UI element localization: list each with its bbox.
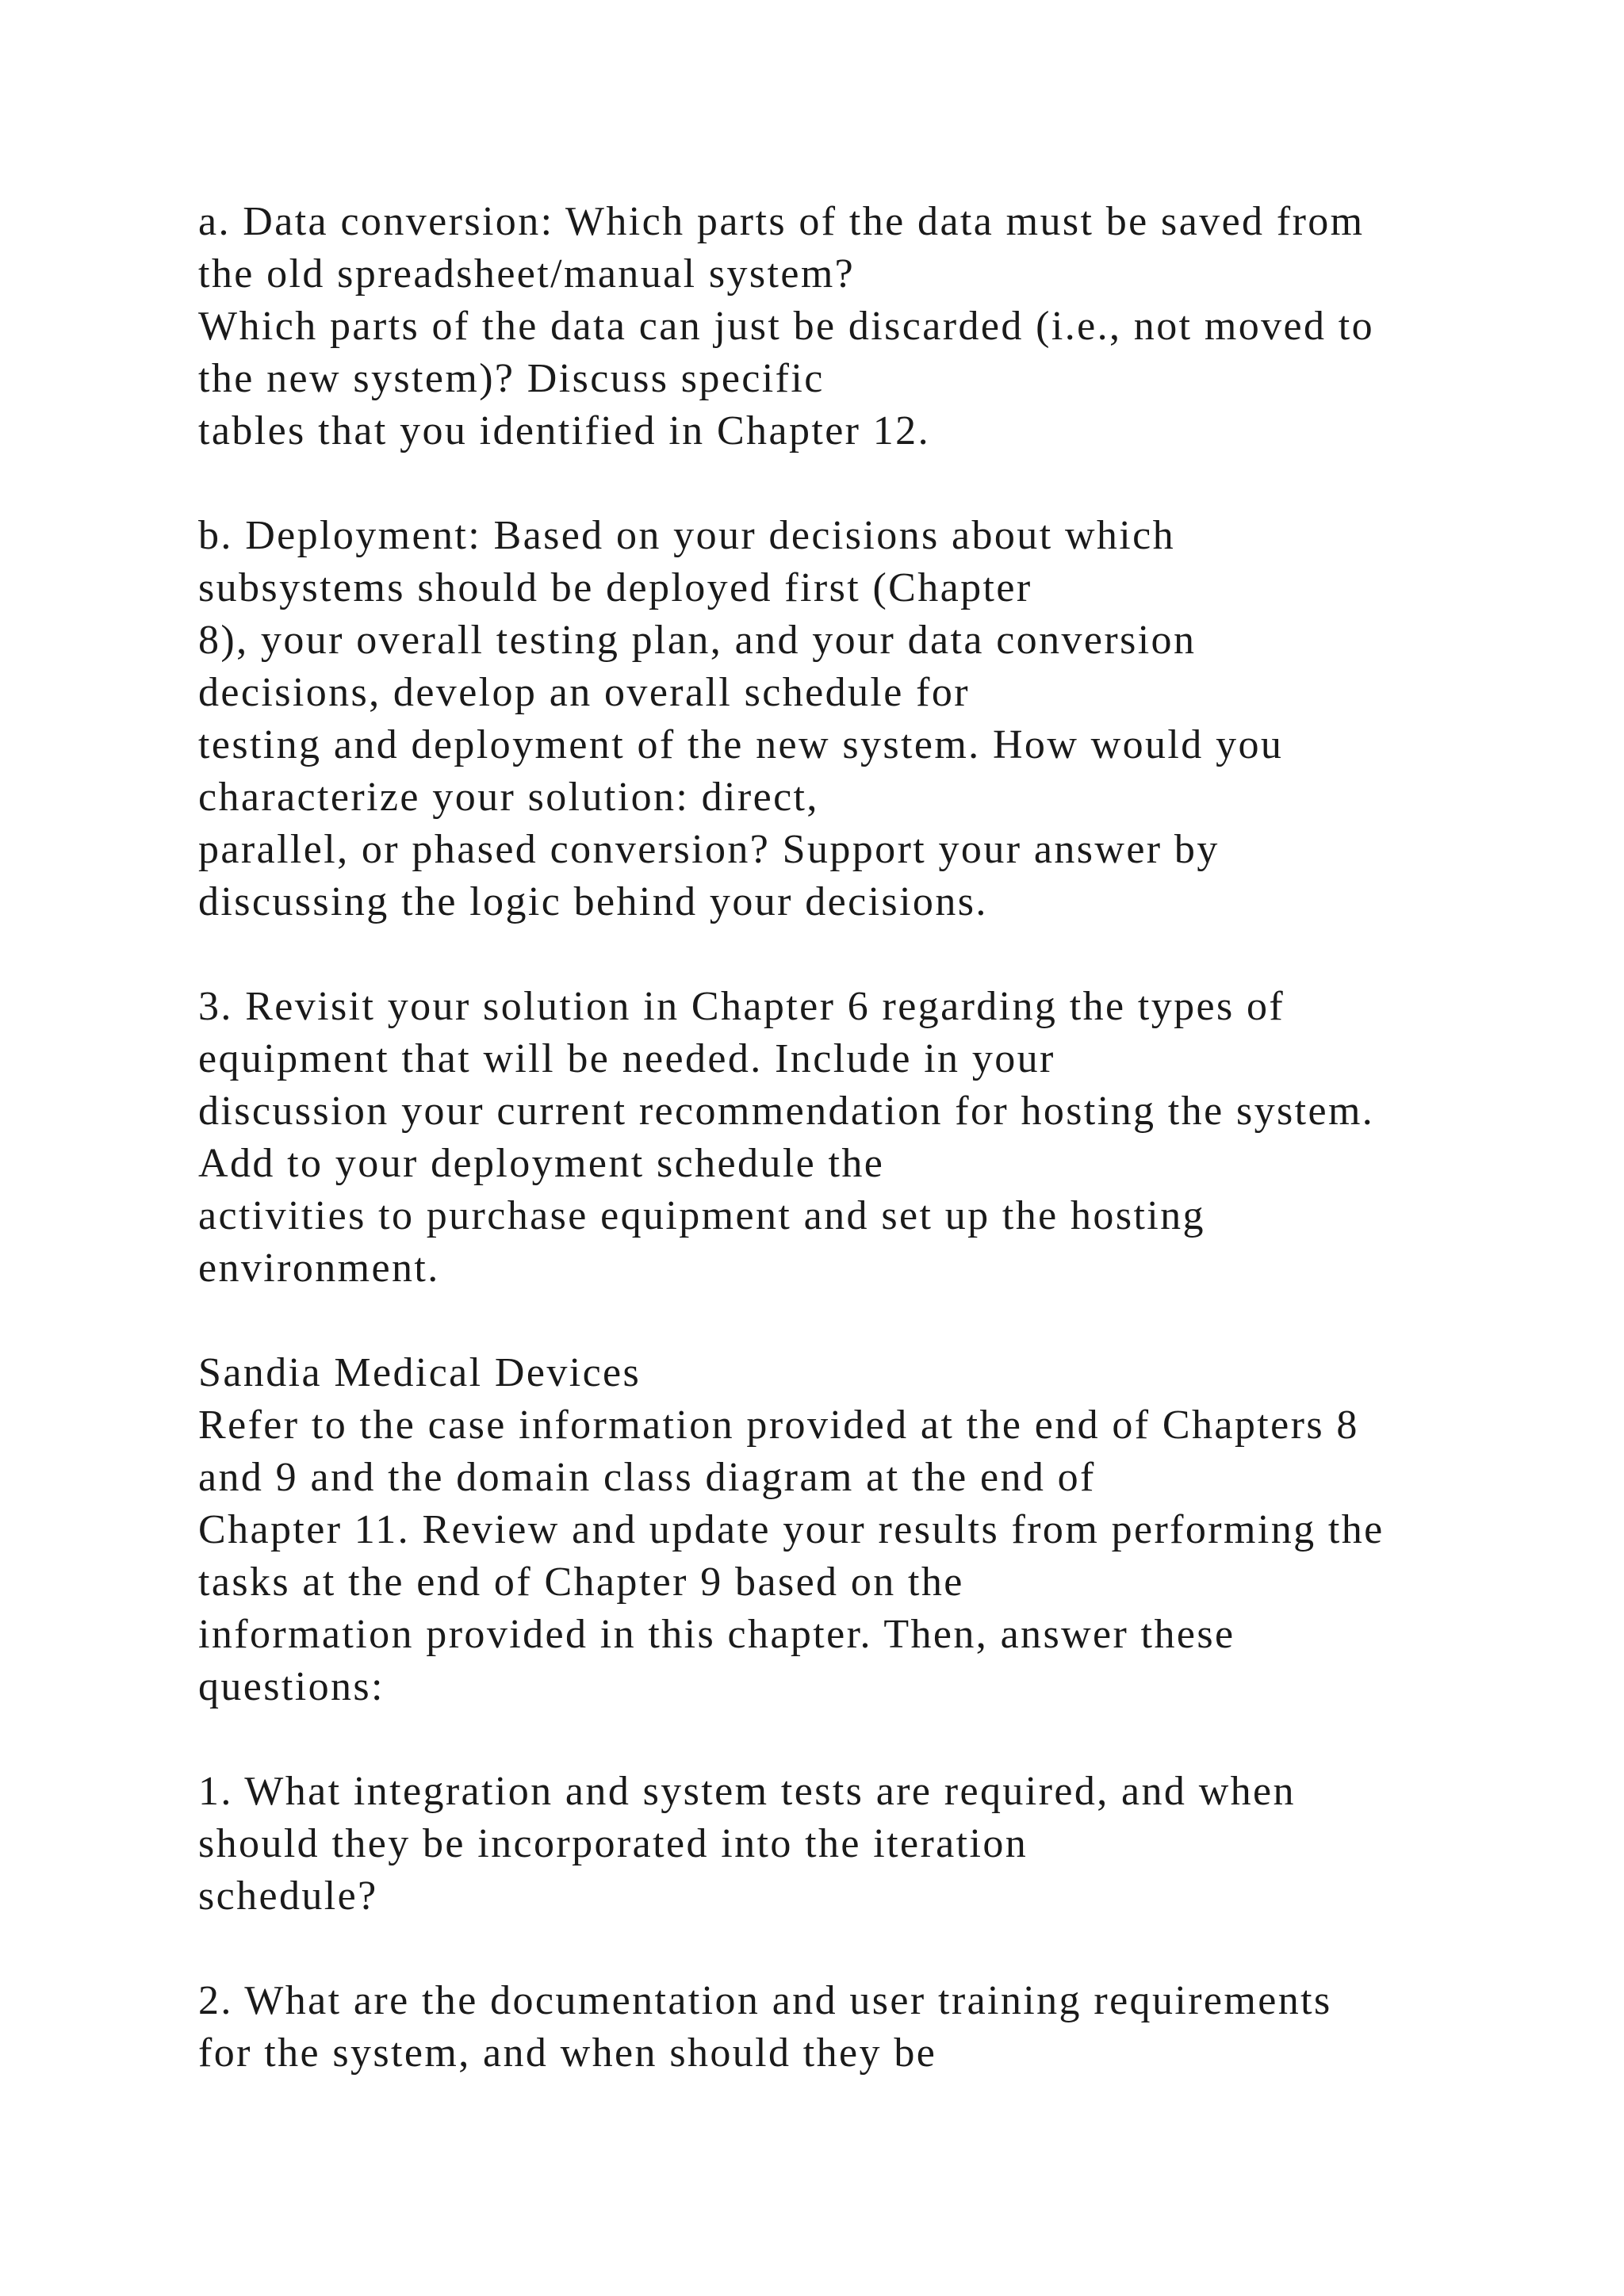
text-line: testing and deployment of the new system. How would you [198,722,1284,767]
paragraph-revisit-solution [198,981,1546,1295]
text-line: Refer to the case information provided at the end of Chapters 8 [198,1402,1359,1448]
document-body [198,196,1546,2080]
section-heading: Sandia Medical Devices [198,1350,642,1395]
paragraph-question-2 [198,1975,1546,2080]
text-line: equipment that will be needed. Include in your [198,1036,1055,1081]
text-line: the new system)? Discuss specific [198,356,825,401]
text-line: the old spreadsheet/manual system? [198,251,856,297]
text-line: questions: [198,1664,385,1709]
text-line: information provided in this chapter. Then, answer these [198,1612,1235,1657]
text-line: subsystems should be deployed first (Chapter [198,565,1032,610]
text-line: discussing the logic behind your decisions. [198,879,988,924]
text-line: schedule? [198,1873,378,1919]
text-line: should they be incorporated into the iteration [198,1821,1028,1866]
text-line: environment. [198,1246,440,1291]
paragraph-sandia-medical-devices [198,1347,1546,1713]
text-line: tasks at the end of Chapter 9 based on the [198,1559,964,1605]
text-line: decisions, develop an overall schedule for [198,670,970,715]
text-line: 3. Revisit your solution in Chapter 6 regarding the types of [198,984,1285,1029]
text-line: 2. What are the documentation and user training requirements [198,1978,1332,2023]
text-line: a. Data conversion: Which parts of the data must be saved from [198,199,1365,244]
text-line: b. Deployment: Based on your decisions about which [198,513,1176,558]
text-line: and 9 and the domain class diagram at the end of [198,1455,1096,1500]
text-line: 1. What integration and system tests are required, and when [198,1769,1296,1814]
paragraph-deployment [198,510,1546,928]
text-line: Chapter 11. Review and update your results from performing the [198,1507,1385,1552]
text-line: activities to purchase equipment and set up the hosting [198,1193,1205,1238]
text-line: Add to your deployment schedule the [198,1141,885,1186]
text-line: for the system, and when should they be [198,2030,937,2076]
paragraph-question-1 [198,1766,1546,1923]
text-line: discussion your current recommendation for hosting the system. [198,1089,1375,1134]
paragraph-data-conversion [198,196,1546,457]
text-line: Which parts of the data can just be discarded (i.e., not moved to [198,304,1375,349]
text-line: tables that you identified in Chapter 12. [198,408,930,453]
text-line: parallel, or phased conversion? Support your answer by [198,827,1220,872]
text-line: 8), your overall testing plan, and your data conversion [198,618,1197,663]
text-line: characterize your solution: direct, [198,775,819,820]
